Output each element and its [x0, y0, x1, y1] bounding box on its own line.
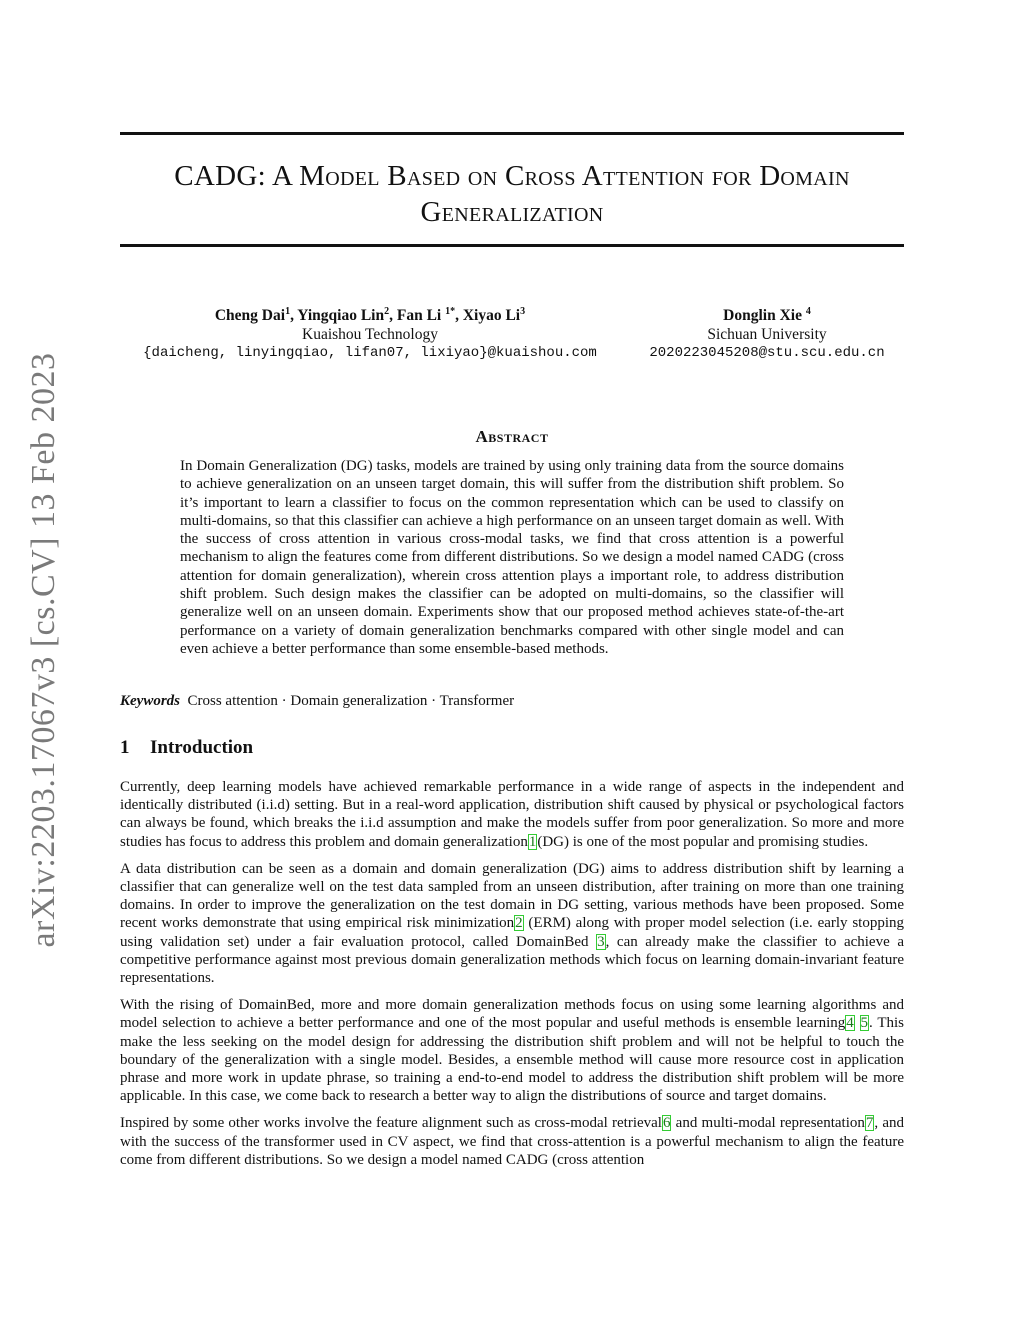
author-names-left: Cheng Dai$^1$, Yingqiao Lin$^2$, Fan Li $^{1*}$, Xiyao Li$^3$ — [214, 306, 526, 325]
abstract-text: In Domain Generalization (DG) tasks, models are trained by using only training data from the source domains to achieve generalization on an unseen target domain, this will suffer from the distribution shift problem. So it’s important to learn a classifier to focus on the common representation which can be used to classify on multi-domains, so that this classifier can achieve a high performance on an unseen target domain as well. With the success of cross attention in various cross-modal tasks, we find that cross attention is a powerful mechanism to align the features come from different distributions. So we design a model named CADG (cross attention for domain generalization), wherein cross attention plays a important role, to address distribution shift problem. Such design makes the classifier can be adopted on multi-domains, so the classifier will generalize well on an unseen domain. Experiments show that our proposed method achieves state-of-the-art performance on a variety of domain generalization benchmarks compared with other single model and can even achieve a better performance than some ensemble-based methods. — [180, 458, 844, 657]
keywords-label: Keywords — [120, 693, 180, 709]
citation-link[interactable]: 7 — [865, 1115, 874, 1132]
citation-link[interactable]: 6 — [662, 1115, 671, 1132]
title-bottom-rule — [120, 244, 904, 247]
paragraph-3: With the rising of DomainBed, more and more domain generalization methods focus on using some learning algorithms and model selection to achieve a better performance and one of the most popular and useful methods is ensemble learning4 5. This make the less seeking on the model design for addressing the distribution shift problem and will not be helpful to touch the boundary of the generalization with a single model. Besides, a ensemble method will cause more resource cost in application phrase and more work in update phrase, so training a end-to-end model to address the distribution shift problem will be more applicable. In this case, we come back to research a better way to align the distributions of source and target domains. — [120, 997, 904, 1105]
citation-link[interactable]: 4 — [846, 1015, 854, 1032]
section-number: 1 — [120, 737, 130, 758]
paper-title — [120, 158, 904, 230]
affiliation-right: Sichuan University — [707, 326, 827, 344]
paragraph-1: Currently, deep learning models have achieved remarkable performance in a wide range of aspects in the independent and identically distributed (i.i.d) setting. But in a real-word application, distribution shift caused by physical or psychological factors can always be found, which breaks the i.i.d assumption and make the models suffer from poor generalization. So more and more studies has focus to address this problem and domain generalization1(DG) is one of the most popular and promising studies. — [120, 779, 904, 850]
title-line-1: CADG: A Model Based on Cross Attention for Domain — [174, 160, 850, 192]
section-title: Introduction — [150, 737, 254, 758]
introduction-body — [120, 778, 904, 1178]
citation-link[interactable]: 5 — [860, 1015, 869, 1032]
citation-link[interactable]: 1 — [528, 833, 537, 850]
paragraph-4: Inspired by some other works involve the feature alignment such as cross-modal retrieval6 and multi-modal representation7, and with the success of the transformer used in CV aspect, we find that cross-attention is a powerful mechanism to align the feature come from different distributions. So we design a model named CADG (cross attention — [120, 1115, 904, 1168]
abstract-heading: Abstract — [475, 427, 549, 446]
keywords-list: Cross attention · Domain generalization · Transformer — [187, 693, 515, 709]
citation-link[interactable]: 3 — [597, 933, 605, 950]
section-heading-introduction — [120, 737, 253, 759]
author-names-right: Donglin Xie $^4$ — [723, 306, 811, 325]
author-block-sichuan — [630, 302, 904, 363]
author-block-kuaishou — [120, 302, 620, 363]
citation-link[interactable]: 2 — [515, 915, 523, 932]
email-right[interactable]: 2020223045208@stu.scu.edu.cn — [649, 345, 885, 362]
arxiv-identifier-stamp: arXiv:2203.17067v3 [cs.CV] 13 Feb 2023 — [25, 352, 62, 948]
email-left[interactable]: {daicheng, linyingqiao, lifan07, lixiyao}@kuaishou.com — [143, 345, 597, 362]
affiliation-left: Kuaishou Technology — [302, 326, 438, 344]
title-line-2: Generalization — [420, 196, 604, 228]
keywords-line — [120, 693, 904, 710]
title-top-rule — [120, 132, 904, 135]
paragraph-2: A data distribution can be seen as a domain and domain generalization (DG) aims to address distribution shift by learning a classifier that can generalize well on the test data sampled from an unseen distribution, after training on more than one training domains. In order to improve the generalization on the test domain in DG setting, various methods have been proposed. Some recent works demonstrate that using empirical risk minimization2 (ERM) along with proper model selection (i.e. early stopping using validation set) under a fair evaluation protocol, called DomainBed 3, can already make the classifier to achieve a competitive performance against most previous domain generalization methods which focus on learning domain-invariant feature representations. — [120, 860, 904, 987]
